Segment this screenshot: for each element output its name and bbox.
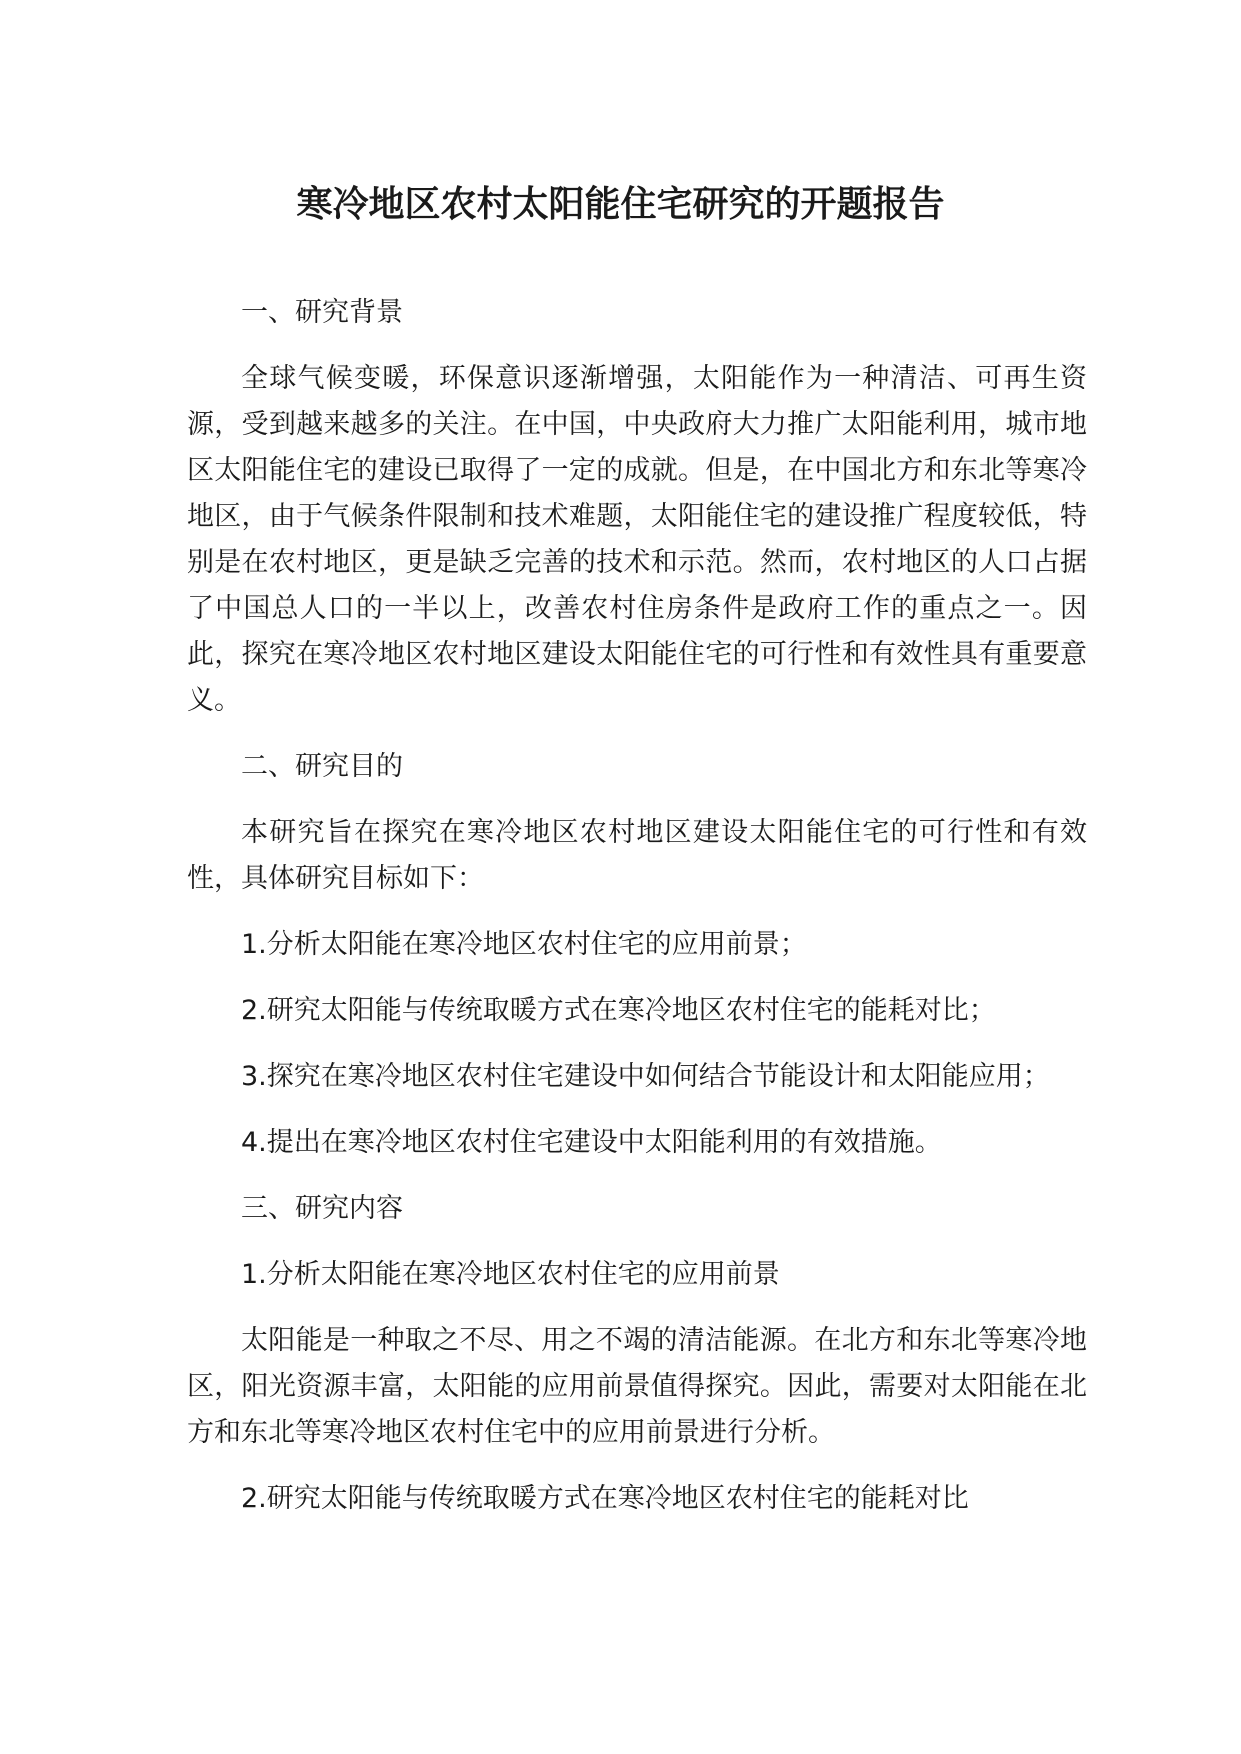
- subheading-content-1: 1.分析太阳能在寒冷地区农村住宅的应用前景: [241, 1259, 780, 1290]
- paragraph-content-1: 太阳能是一种取之不尽、用之不竭的清洁能源。在北方和东北等寒冷地区，阳光资源丰富，太阳能的应用前景值得探究。因此，需要对太阳能在北方和东北等寒冷地区农村住宅中的应用前景进行分析。: [187, 1325, 1087, 1448]
- paragraph-background: 全球气候变暖，环保意识逐渐增强，太阳能作为一种清洁、可再生资源，受到越来越多的关注。在中国，中央政府大力推广太阳能利用，城市地区太阳能住宅的建设已取得了一定的成就。但是，在中国北方和东北等寒冷地区，由于气候条件限制和技术难题，太阳能住宅的建设推广程度较低，特别是在农村地区，更是缺乏完善的技术和示范。然而，农村地区的人口占据了中国总人口的一半以上，改善农村住房条件是政府工作的重点之一。因此，探究在寒冷地区农村地区建设太阳能住宅的可行性和有效性具有重要意义。: [187, 363, 1087, 716]
- paragraph-purpose: 本研究旨在探究在寒冷地区农村地区建设太阳能住宅的可行性和有效性，具体研究目标如下：: [187, 817, 1087, 894]
- list-item-purpose-3: 3.探究在寒冷地区农村住宅建设中如何结合节能设计和太阳能应用；: [241, 1061, 1050, 1092]
- list-item-purpose-1: 1.分析太阳能在寒冷地区农村住宅的应用前景；: [241, 929, 807, 960]
- list-item-purpose-4: 4.提出在寒冷地区农村住宅建设中太阳能利用的有效措施。: [241, 1127, 942, 1158]
- document-body: [187, 290, 1087, 1542]
- section-heading-background: 一、研究背景: [241, 297, 403, 328]
- list-item-purpose-2: 2.研究太阳能与传统取暖方式在寒冷地区农村住宅的能耗对比；: [241, 995, 996, 1026]
- section-heading-purpose: 二、研究目的: [241, 751, 403, 782]
- subheading-content-2: 2.研究太阳能与传统取暖方式在寒冷地区农村住宅的能耗对比: [241, 1483, 969, 1514]
- document-title: 寒冷地区农村太阳能住宅研究的开题报告: [296, 184, 945, 225]
- section-heading-content: 三、研究内容: [241, 1193, 403, 1224]
